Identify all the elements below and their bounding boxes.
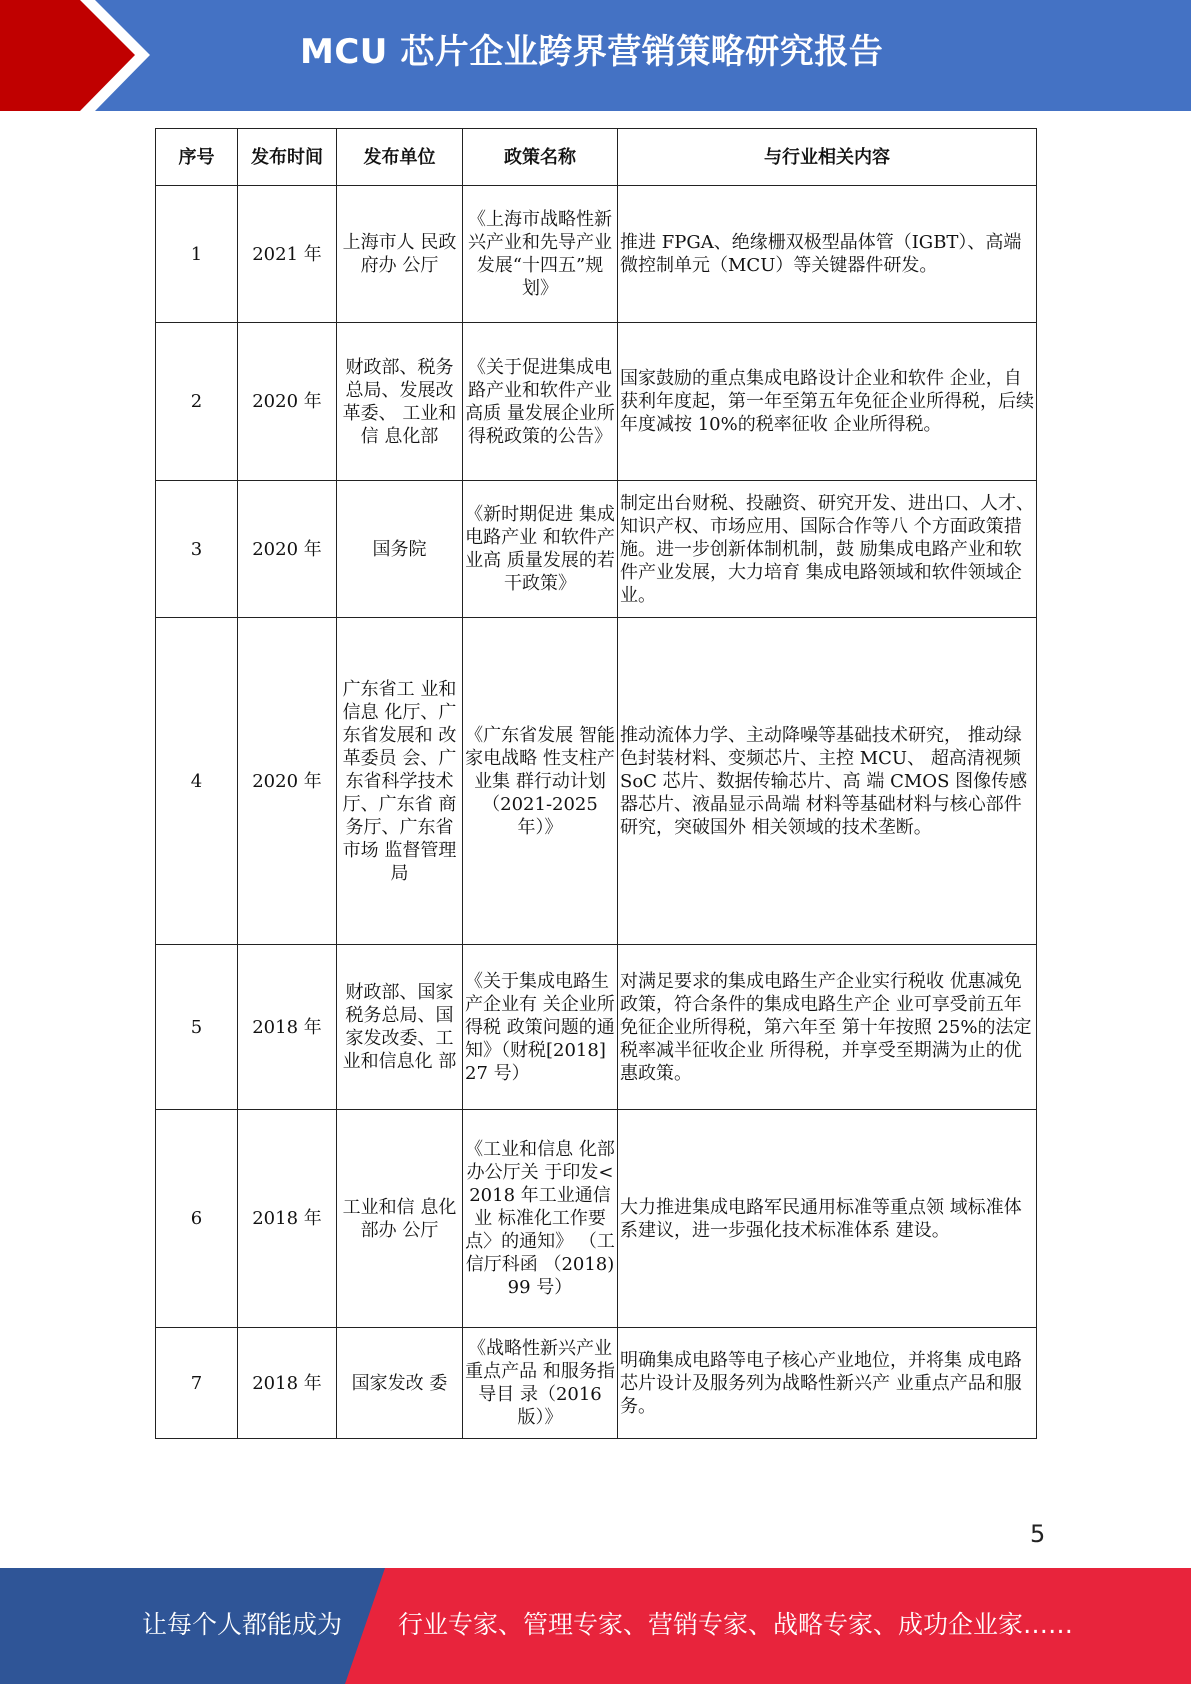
- row-no: 7: [156, 1328, 238, 1439]
- table-continuation-mask: [150, 1439, 1050, 1559]
- row-unit: 国家发改 委: [337, 1328, 463, 1439]
- policy-table: [155, 128, 1037, 1439]
- row-time: 2020 年: [238, 618, 337, 945]
- footer-slogan-left: 让每个人都能成为: [142, 1610, 343, 1639]
- header-time: 发布时间: [238, 129, 337, 186]
- row-time: 2021 年: [238, 186, 337, 323]
- row-no: 2: [156, 323, 238, 481]
- row-policy: 《战略性新兴产业重点产品 和服务指导目 录（2016 版）》: [463, 1328, 618, 1439]
- table-row: [156, 323, 1037, 481]
- row-time: 2020 年: [238, 323, 337, 481]
- row-policy: 《关于促进集成电路产业和软件产业高质 量发展企业所 得税政策的公告》: [463, 323, 618, 481]
- row-policy: 《广东省发展 智能家电战略 性支柱产业集 群行动计划（2021-2025 年）》: [463, 618, 618, 945]
- table-row: [156, 481, 1037, 618]
- row-no: 5: [156, 945, 238, 1110]
- row-content: 推进 FPGA、绝缘栅双极型晶体管（IGBT）、高端微控制单元（MCU）等关键器件研发。: [618, 186, 1037, 323]
- row-content: 对满足要求的集成电路生产企业实行税收 优惠减免政策，符合条件的集成电路生产企 业可享受前五年免征企业所得税，第六年至 第十年按照 25%的法定税率减半征收企业 所得税，并享受至期满为止的优惠政策。: [618, 945, 1037, 1110]
- header-no: 序号: [156, 129, 238, 186]
- table-row: [156, 945, 1037, 1110]
- header-banner: [0, 0, 1191, 111]
- table-row: [156, 186, 1037, 323]
- row-no: 1: [156, 186, 238, 323]
- header-policy: 政策名称: [463, 129, 618, 186]
- row-unit: 上海市人 民政府办 公厅: [337, 186, 463, 323]
- row-time: 2020 年: [238, 481, 337, 618]
- header-content: 与行业相关内容: [618, 129, 1037, 186]
- row-time: 2018 年: [238, 1328, 337, 1439]
- footer-slogan-right: 行业专家、管理专家、营销专家、战略专家、成功企业家……: [398, 1610, 1074, 1639]
- table-row: [156, 1110, 1037, 1328]
- page-number: 5: [1030, 1520, 1046, 1548]
- row-policy: 《上海市战略性新兴产业和先导产业发展“十四五”规划》: [463, 186, 618, 323]
- row-content: 国家鼓励的重点集成电路设计企业和软件 企业，自获利年度起，第一年至第五年免征企业所得税，后续年度减按 10%的税率征收 企业所得税。: [618, 323, 1037, 481]
- row-time: 2018 年: [238, 945, 337, 1110]
- table-row: [156, 618, 1037, 945]
- row-content: 明确集成电路等电子核心产业地位，并将集 成电路芯片设计及服务列为战略性新兴产 业重点产品和服务。: [618, 1328, 1037, 1439]
- row-policy: 《工业和信息 化部办公厅关 于印发<2018 年工业通信业 标准化工作要 点〉的通知》 （工信厅科函 （2018)99 号）: [463, 1110, 618, 1328]
- table-header-row: [156, 129, 1037, 186]
- row-unit: 工业和信 息化部办 公厅: [337, 1110, 463, 1328]
- row-no: 6: [156, 1110, 238, 1328]
- row-unit: 广东省工 业和信息 化厅、广东省发展和 改革委员 会、广东省科学技术 厅、广东省 商务厅、广东省市场 监督管理 局: [337, 618, 463, 945]
- row-no: 3: [156, 481, 238, 618]
- row-content: 推动流体力学、主动降噪等基础技术研究， 推动绿色封装材料、变频芯片、主控 MCU、 超高清视频 SoC 芯片、数据传输芯片、高 端 CMOS 图像传感器芯片、液晶显示咼端 材料等基础材料与核心部件研究，突破国外 相关领域的技术垄断。: [618, 618, 1037, 945]
- row-unit: 国务院: [337, 481, 463, 618]
- row-policy: 《新时期促进 集成电路产业 和软件产业高 质量发展的若 干政策》: [463, 481, 618, 618]
- row-time: 2018 年: [238, 1110, 337, 1328]
- table-row: [156, 1328, 1037, 1439]
- footer-banner: [0, 1568, 1191, 1684]
- row-no: 4: [156, 618, 238, 945]
- row-content: 大力推进集成电路军民通用标准等重点领 域标准体系建议，进一步强化技术标准体系 建设。: [618, 1110, 1037, 1328]
- row-content: 制定出台财税、投融资、研究开发、进出口、人才、知识产权、市场应用、国际合作等八 个方面政策措施。进一步创新体制机制，鼓 励集成电路产业和软件产业发展，大力培育 集成电路领域和软件领域企业。: [618, 481, 1037, 618]
- report-title: MCU 芯片企业跨界营销策略研究报告: [300, 32, 884, 72]
- row-policy: 《关于集成电路生产企业有 关企业所得税 政策问题的通知》（财税[2018]27 号）: [463, 945, 618, 1110]
- row-unit: 财政部、国家税务总局、国家发改委、工业和信息化 部: [337, 945, 463, 1110]
- row-unit: 财政部、税务总局、发展改革委、 工业和信 息化部: [337, 323, 463, 481]
- header-unit: 发布单位: [337, 129, 463, 186]
